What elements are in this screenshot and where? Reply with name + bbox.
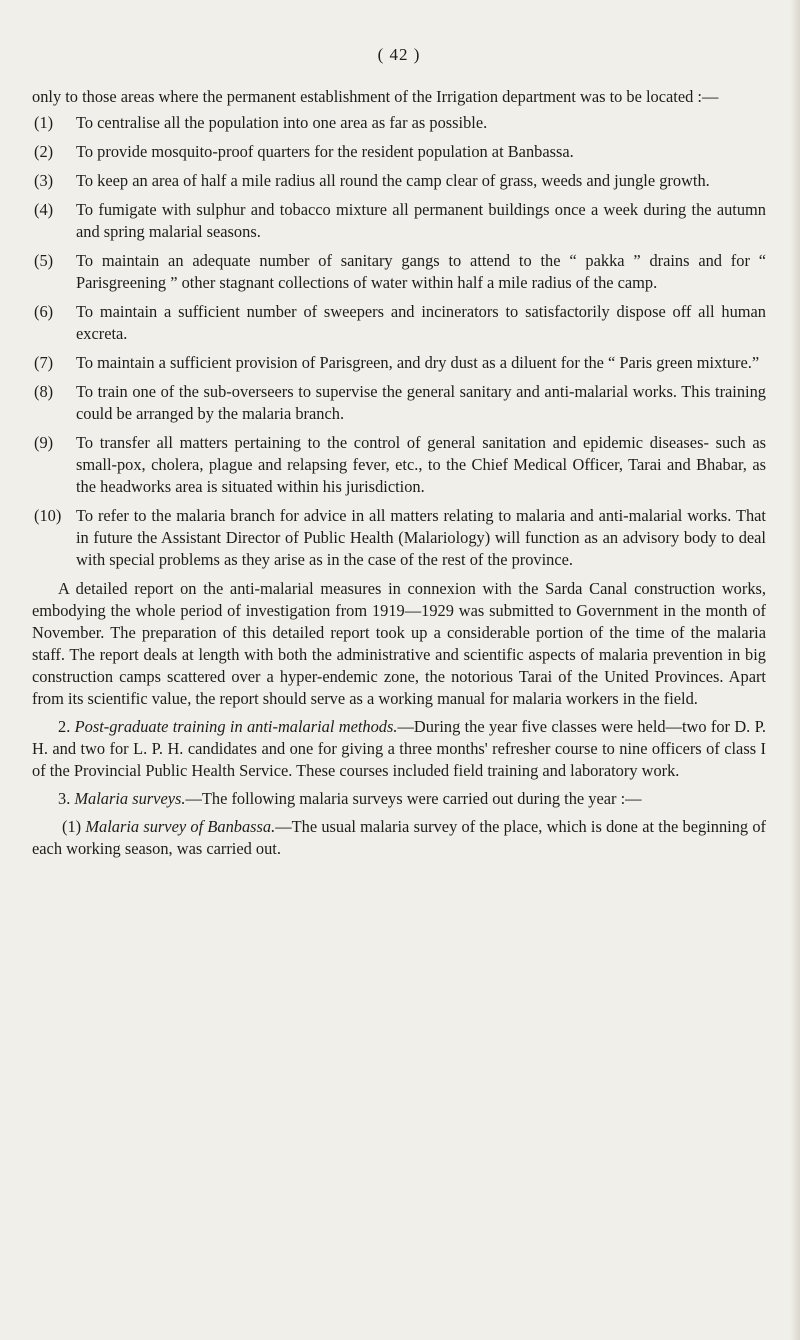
intro-paragraph: only to those areas where the permanent establishment of the Irrigation department was to be located :— <box>32 87 719 106</box>
list-item <box>32 170 766 192</box>
list-item <box>32 301 766 345</box>
measures-list <box>32 112 766 571</box>
list-item <box>32 199 766 243</box>
item-text: To maintain a sufficient provision of Parisgreen, and dry dust as a diluent for the “ Paris green mixture.” <box>76 353 760 372</box>
item-number: (5) <box>34 251 54 270</box>
item-text: To maintain a sufficient number of sweepers and incinerators to satisfactorily dispose off all human excreta. <box>76 302 766 343</box>
item-number: (8) <box>34 382 54 401</box>
section-2-heading: Post-graduate training in anti-malarial methods. <box>74 717 398 736</box>
item-text: To provide mosquito-proof quarters for the resident population at Banbassa. <box>76 142 574 161</box>
item-text: To maintain an adequate number of sanitary gangs to attend to the “ pakka ” drains and for “ Parisgreening ” other stagnant collections of water within half a mile radius of the camp. <box>76 251 766 292</box>
list-item <box>32 112 766 134</box>
item-number: (3) <box>34 171 54 190</box>
item-number: (9) <box>34 433 54 452</box>
list-item <box>32 352 766 374</box>
list-item <box>32 432 766 498</box>
item-text: To refer to the malaria branch for advice in all matters relating to malaria and anti-malarial works. That in future the Assistant Director of Public Health (Malariology) will function as an advisory body to deal with special problems as they arise as in the case of the rest of the province. <box>76 506 766 569</box>
section-3-text: —The following malaria surveys were carried out during the year :— <box>185 789 642 808</box>
subsection-1-paragraph <box>32 816 766 860</box>
section-2-number: 2. <box>58 717 71 736</box>
item-text: To train one of the sub-overseers to supervise the general sanitary and anti-malarial works. This training could be arranged by the malaria branch. <box>76 382 766 423</box>
list-item <box>32 141 766 163</box>
section-2-text: —During the year five classes were held—two for D. P. H. and two for L. P. H. candidates and one for giving a three months' refresher course to nine officers of class I of the Provincial Public Health Service. These courses included field training and laboratory work. <box>32 717 766 780</box>
item-text: To fumigate with sulphur and tobacco mixture all permanent buildings once a week during the autumn and spring malarial seasons. <box>76 200 766 241</box>
item-number: (2) <box>34 142 54 161</box>
report-paragraph: A detailed report on the anti-malarial measures in connexion with the Sarda Canal construction works, embodying the whole period of investigation from 1919—1929 was submitted to Government in the month of November. The preparation of this detailed report took up a considerable portion of the time of the malaria staff. The report deals at length with both the administrative and scientific aspects of malaria prevention in big construction camps scattered over a hyper-endemic zone, the notorious Tarai of the United Provinces. Apart from its scientific value, the report should serve as a working manual for malaria workers in the field. <box>32 579 766 708</box>
item-number: (4) <box>34 200 54 219</box>
subsection-1-heading: Malaria survey of Banbassa. <box>85 817 276 836</box>
section-3-number: 3. <box>58 789 71 808</box>
list-item <box>32 250 766 294</box>
subsection-1-number: (1) <box>62 817 82 836</box>
item-number: (10) <box>34 506 62 525</box>
page-edge-shadow <box>790 0 800 1340</box>
item-text: To centralise all the population into one area as far as possible. <box>76 113 488 132</box>
item-text: To transfer all matters pertaining to the control of general sanitation and epidemic diseases- such as small-pox, cholera, plague and relapsing fever, etc., to the Chief Medical Officer, Tarai and Bhabar, as the headworks area is situated within his jurisdiction. <box>76 433 766 496</box>
page-number: ( 42 ) <box>377 45 421 64</box>
section-3-paragraph <box>32 788 766 810</box>
subsection-1-text: —The usual malaria survey of the place, which is done at the beginning of each working season, was carried out. <box>32 817 766 858</box>
section-2-paragraph <box>32 716 766 782</box>
item-number: (7) <box>34 353 54 372</box>
section-3-heading: Malaria surveys. <box>74 789 186 808</box>
item-text: To keep an area of half a mile radius all round the camp clear of grass, weeds and jungle growth. <box>76 171 710 190</box>
list-item <box>32 381 766 425</box>
item-number: (1) <box>34 113 54 132</box>
item-number: (6) <box>34 302 54 321</box>
list-item <box>32 505 766 571</box>
